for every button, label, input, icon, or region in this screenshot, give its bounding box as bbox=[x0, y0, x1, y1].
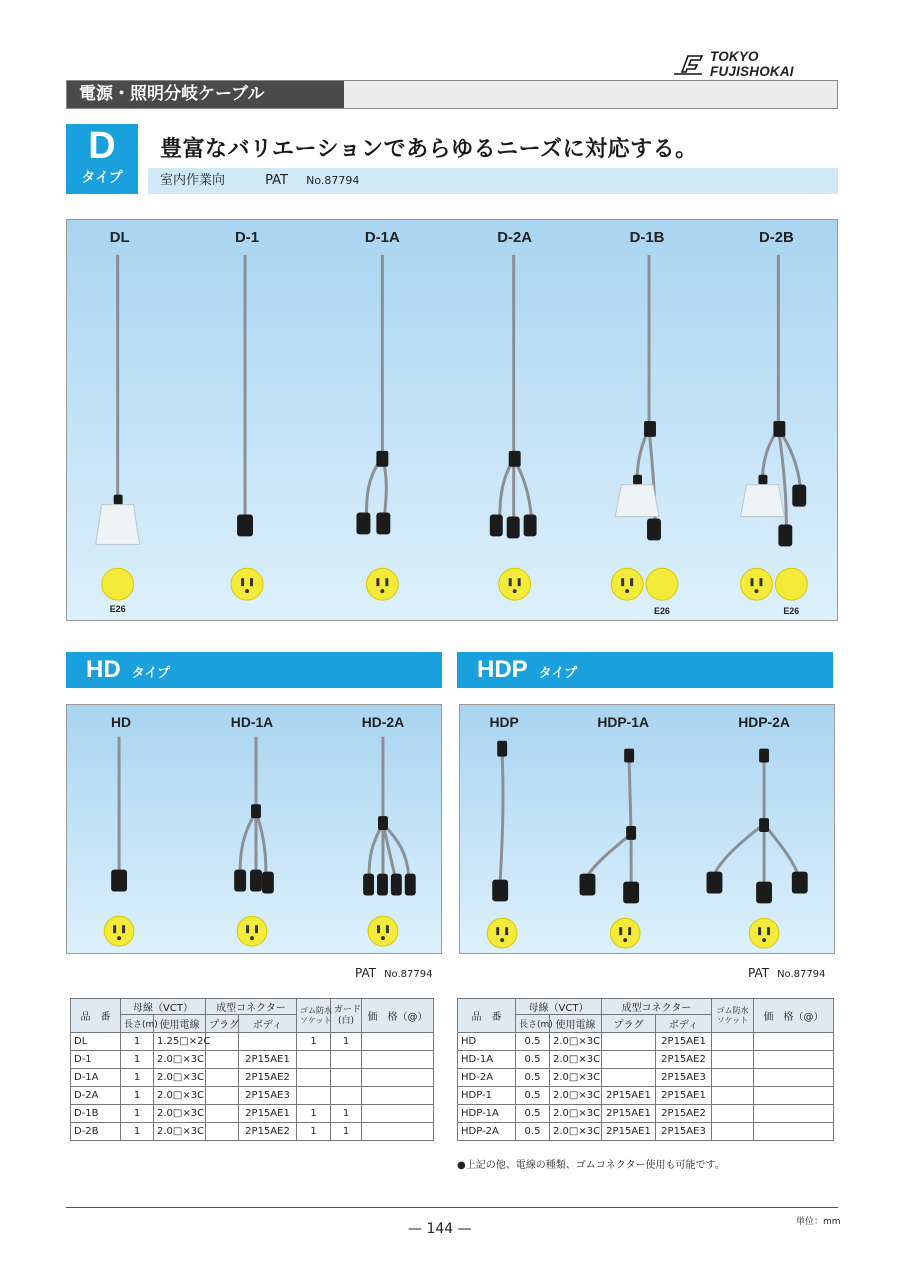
table-cell: 1 bbox=[121, 1069, 154, 1087]
table-cell bbox=[602, 1069, 656, 1087]
table-cell bbox=[297, 1069, 331, 1087]
header-guard-line1: ガード bbox=[334, 1004, 362, 1015]
table-cell: HDP-2A bbox=[458, 1123, 516, 1141]
table-cell: D-2B bbox=[71, 1123, 121, 1141]
table-cell: 2.0□×3C bbox=[550, 1087, 602, 1105]
table-cell bbox=[602, 1051, 656, 1069]
header-boshin: 母線（VCT） bbox=[516, 999, 602, 1015]
table-cell: 0.5 bbox=[516, 1051, 550, 1069]
hd-type-bar bbox=[66, 652, 442, 688]
table-cell: 0.5 bbox=[516, 1123, 550, 1141]
table-cell: 2.0□×3C bbox=[154, 1087, 206, 1105]
table-cell: 1 bbox=[121, 1051, 154, 1069]
table-cell: 0.5 bbox=[516, 1105, 550, 1123]
table-cell bbox=[712, 1105, 754, 1123]
header-hinban: 品 番 bbox=[71, 999, 121, 1033]
table-row bbox=[71, 1069, 434, 1087]
header-body: ボディ bbox=[656, 1015, 712, 1033]
table-cell bbox=[206, 1105, 239, 1123]
headline: 豊富なバリエーションであらゆるニーズに対応する。 bbox=[160, 136, 698, 162]
table-cell bbox=[362, 1105, 434, 1123]
table-cell bbox=[331, 1051, 362, 1069]
product-label: D-1 bbox=[235, 228, 260, 246]
table-cell: 2P15AE1 bbox=[656, 1087, 712, 1105]
table-cell: 2P15AE1 bbox=[602, 1087, 656, 1105]
product-label: HDP-1A bbox=[597, 713, 650, 730]
pat-line-hdp bbox=[748, 966, 826, 980]
table-cell bbox=[754, 1033, 834, 1051]
table-cell bbox=[712, 1051, 754, 1069]
table-cell: 1 bbox=[121, 1033, 154, 1051]
hd-type-suffix: タイプ bbox=[131, 666, 171, 681]
header-plug: プラグ bbox=[206, 1015, 239, 1033]
table-row bbox=[71, 1087, 434, 1105]
table-cell: 1.25□×2C bbox=[154, 1033, 206, 1051]
table-cell: 2.0□×3C bbox=[154, 1051, 206, 1069]
table-row bbox=[458, 1105, 834, 1123]
table-cell: 2P15AE1 bbox=[602, 1105, 656, 1123]
subtitle-bar bbox=[148, 168, 838, 194]
table-cell bbox=[754, 1087, 834, 1105]
product-label: HDP-2A bbox=[738, 713, 790, 730]
table-cell bbox=[206, 1051, 239, 1069]
table-cell: 2.0□×3C bbox=[550, 1105, 602, 1123]
footer-divider bbox=[66, 1207, 838, 1208]
table-cell: 2P15AE3 bbox=[656, 1123, 712, 1141]
table-cell: 1 bbox=[331, 1033, 362, 1051]
header-connector: 成型コネクター bbox=[206, 999, 297, 1015]
product-label: D-2B bbox=[758, 228, 794, 246]
hd-type-name: HD bbox=[86, 656, 121, 683]
d-type-spec-table bbox=[70, 998, 434, 1141]
table-cell bbox=[297, 1087, 331, 1105]
table-cell bbox=[362, 1051, 434, 1069]
table-row bbox=[71, 1105, 434, 1123]
type-badge bbox=[66, 124, 138, 194]
table-row bbox=[458, 1123, 834, 1141]
pat-number: No.87794 bbox=[384, 969, 433, 980]
table-cell: 2P15AE1 bbox=[239, 1105, 297, 1123]
table-row bbox=[71, 1123, 434, 1141]
page-number: — 144 — bbox=[408, 1221, 472, 1237]
table-cell: HD-1A bbox=[458, 1051, 516, 1069]
table-cell bbox=[362, 1033, 434, 1051]
table-cell: 2.0□×3C bbox=[154, 1105, 206, 1123]
brand-name: TOKYO FUJISHOKAI bbox=[710, 49, 794, 79]
table-cell: 0.5 bbox=[516, 1087, 550, 1105]
hd-type-product-photo bbox=[66, 704, 442, 954]
table-row bbox=[458, 1087, 834, 1105]
section-header bbox=[66, 80, 838, 109]
e26-label: E26 bbox=[653, 606, 670, 617]
header-guard-line2: (白) bbox=[337, 1015, 355, 1026]
table-cell bbox=[712, 1087, 754, 1105]
hdp-type-illustration bbox=[460, 705, 834, 953]
table-cell: 1 bbox=[121, 1105, 154, 1123]
pat-label: PAT bbox=[748, 966, 770, 980]
table-cell: 2P15AE3 bbox=[656, 1069, 712, 1087]
hdp-type-bar bbox=[457, 652, 833, 688]
header-rubber-socket bbox=[297, 999, 331, 1033]
table-cell bbox=[362, 1087, 434, 1105]
table-cell bbox=[362, 1069, 434, 1087]
header-price: 価 格（@） bbox=[754, 999, 834, 1033]
header-rubber-line2: ソケット bbox=[716, 1015, 749, 1025]
table-cell: 1 bbox=[297, 1123, 331, 1141]
table-cell bbox=[602, 1033, 656, 1051]
pat-label: PAT bbox=[265, 173, 288, 188]
use-label: 室内作業向 bbox=[160, 173, 226, 188]
table-cell: DL bbox=[71, 1033, 121, 1051]
table-row bbox=[458, 1033, 834, 1051]
table-cell bbox=[297, 1051, 331, 1069]
pat-label: PAT bbox=[355, 966, 377, 980]
table-cell: 2P15AE2 bbox=[239, 1069, 297, 1087]
header-wire: 使用電線 bbox=[154, 1015, 206, 1033]
table-cell bbox=[239, 1033, 297, 1051]
table-cell bbox=[206, 1033, 239, 1051]
header-rubber-socket bbox=[712, 999, 754, 1033]
table-cell bbox=[754, 1123, 834, 1141]
type-badge-label: タイプ bbox=[81, 170, 123, 186]
table-row bbox=[71, 1033, 434, 1051]
table-cell bbox=[206, 1123, 239, 1141]
table-cell: HD bbox=[458, 1033, 516, 1051]
product-label: D-1B bbox=[629, 228, 665, 246]
table-cell: D-2A bbox=[71, 1087, 121, 1105]
table-cell: 2.0□×3C bbox=[550, 1033, 602, 1051]
header-body: ボディ bbox=[239, 1015, 297, 1033]
table-cell: HD-2A bbox=[458, 1069, 516, 1087]
table-cell: 2.0□×3C bbox=[550, 1051, 602, 1069]
table-cell: D-1B bbox=[71, 1105, 121, 1123]
unit-note: 単位：mm bbox=[796, 1217, 841, 1227]
table-cell bbox=[754, 1051, 834, 1069]
table-cell: 1 bbox=[297, 1033, 331, 1051]
header-hinban: 品 番 bbox=[458, 999, 516, 1033]
header-rubber-line1: ゴム防水 bbox=[716, 1005, 749, 1015]
hdp-type-suffix: タイプ bbox=[538, 666, 578, 681]
type-badge-letter: D bbox=[88, 125, 116, 167]
table-cell: D-1A bbox=[71, 1069, 121, 1087]
table-cell bbox=[712, 1069, 754, 1087]
d-type-illustration bbox=[67, 220, 837, 620]
hd-type-spec-table bbox=[457, 998, 834, 1141]
table-cell: 1 bbox=[121, 1087, 154, 1105]
table-row bbox=[458, 1051, 834, 1069]
table-cell: 2.0□×3C bbox=[154, 1069, 206, 1087]
table-cell bbox=[331, 1069, 362, 1087]
table-cell bbox=[206, 1087, 239, 1105]
header-wire: 使用電線 bbox=[550, 1015, 602, 1033]
table-cell: 2P15AE2 bbox=[656, 1105, 712, 1123]
table-cell: 2.0□×3C bbox=[550, 1123, 602, 1141]
table-cell: 0.5 bbox=[516, 1069, 550, 1087]
header-connector: 成型コネクター bbox=[602, 999, 712, 1015]
header-rubber-line1: ゴム防水 bbox=[300, 1005, 332, 1015]
table-cell: 1 bbox=[331, 1105, 362, 1123]
table-cell: 2P15AE3 bbox=[239, 1087, 297, 1105]
d-type-product-photo bbox=[66, 219, 838, 621]
table-cell: 2P15AE2 bbox=[239, 1123, 297, 1141]
table-cell bbox=[712, 1033, 754, 1051]
header-plug: プラグ bbox=[602, 1015, 656, 1033]
hdp-type-product-photo bbox=[459, 704, 835, 954]
table-cell: 1 bbox=[121, 1123, 154, 1141]
product-label: HD-2A bbox=[361, 713, 405, 730]
table-cell bbox=[331, 1087, 362, 1105]
table-row bbox=[458, 1069, 834, 1087]
table-cell: 2P15AE1 bbox=[239, 1051, 297, 1069]
header-guard bbox=[331, 999, 362, 1033]
table-cell: 2P15AE2 bbox=[656, 1051, 712, 1069]
table-cell: 2P15AE1 bbox=[656, 1033, 712, 1051]
brand-logo bbox=[672, 49, 842, 79]
table-cell: D-1 bbox=[71, 1051, 121, 1069]
product-label: DL bbox=[109, 228, 130, 246]
table-cell bbox=[206, 1069, 239, 1087]
e26-label: E26 bbox=[783, 606, 800, 617]
table-cell bbox=[362, 1123, 434, 1141]
section-title: 電源・照明分岐ケーブル bbox=[67, 81, 344, 108]
table-cell: 2.0□×3C bbox=[550, 1069, 602, 1087]
table-cell: HDP-1A bbox=[458, 1105, 516, 1123]
header-length: 長さ(m) bbox=[516, 1015, 550, 1033]
hdp-type-name: HDP bbox=[477, 656, 528, 683]
e26-label: E26 bbox=[109, 604, 126, 615]
table-cell: 0.5 bbox=[516, 1033, 550, 1051]
table-cell: 1 bbox=[297, 1105, 331, 1123]
table-cell bbox=[712, 1123, 754, 1141]
header-rubber-line2: ソケット bbox=[300, 1015, 332, 1025]
table-cell: HDP-1 bbox=[458, 1087, 516, 1105]
footnote: ●上記の他、電線の種類、ゴムコネクター使用も可能です。 bbox=[457, 1160, 725, 1171]
table-cell bbox=[754, 1105, 834, 1123]
pat-number: No.87794 bbox=[306, 174, 360, 187]
product-label: D-1A bbox=[364, 228, 400, 246]
pat-number: No.87794 bbox=[777, 969, 826, 980]
table-cell: 2P15AE1 bbox=[602, 1123, 656, 1141]
product-label: HD bbox=[111, 713, 132, 730]
table-cell bbox=[754, 1069, 834, 1087]
header-length: 長さ(m) bbox=[121, 1015, 154, 1033]
product-label: D-2A bbox=[497, 228, 533, 246]
hd-type-illustration bbox=[67, 705, 441, 953]
pat-line-hd bbox=[355, 966, 433, 980]
fujishokai-logo-icon bbox=[672, 53, 706, 75]
table-cell: 2.0□×3C bbox=[154, 1123, 206, 1141]
table-cell: 1 bbox=[331, 1123, 362, 1141]
product-label: HD-1A bbox=[230, 713, 274, 730]
product-label: HDP bbox=[489, 713, 519, 730]
table-row bbox=[71, 1051, 434, 1069]
header-price: 価 格（@） bbox=[362, 999, 434, 1033]
header-boshin: 母線（VCT） bbox=[121, 999, 206, 1015]
